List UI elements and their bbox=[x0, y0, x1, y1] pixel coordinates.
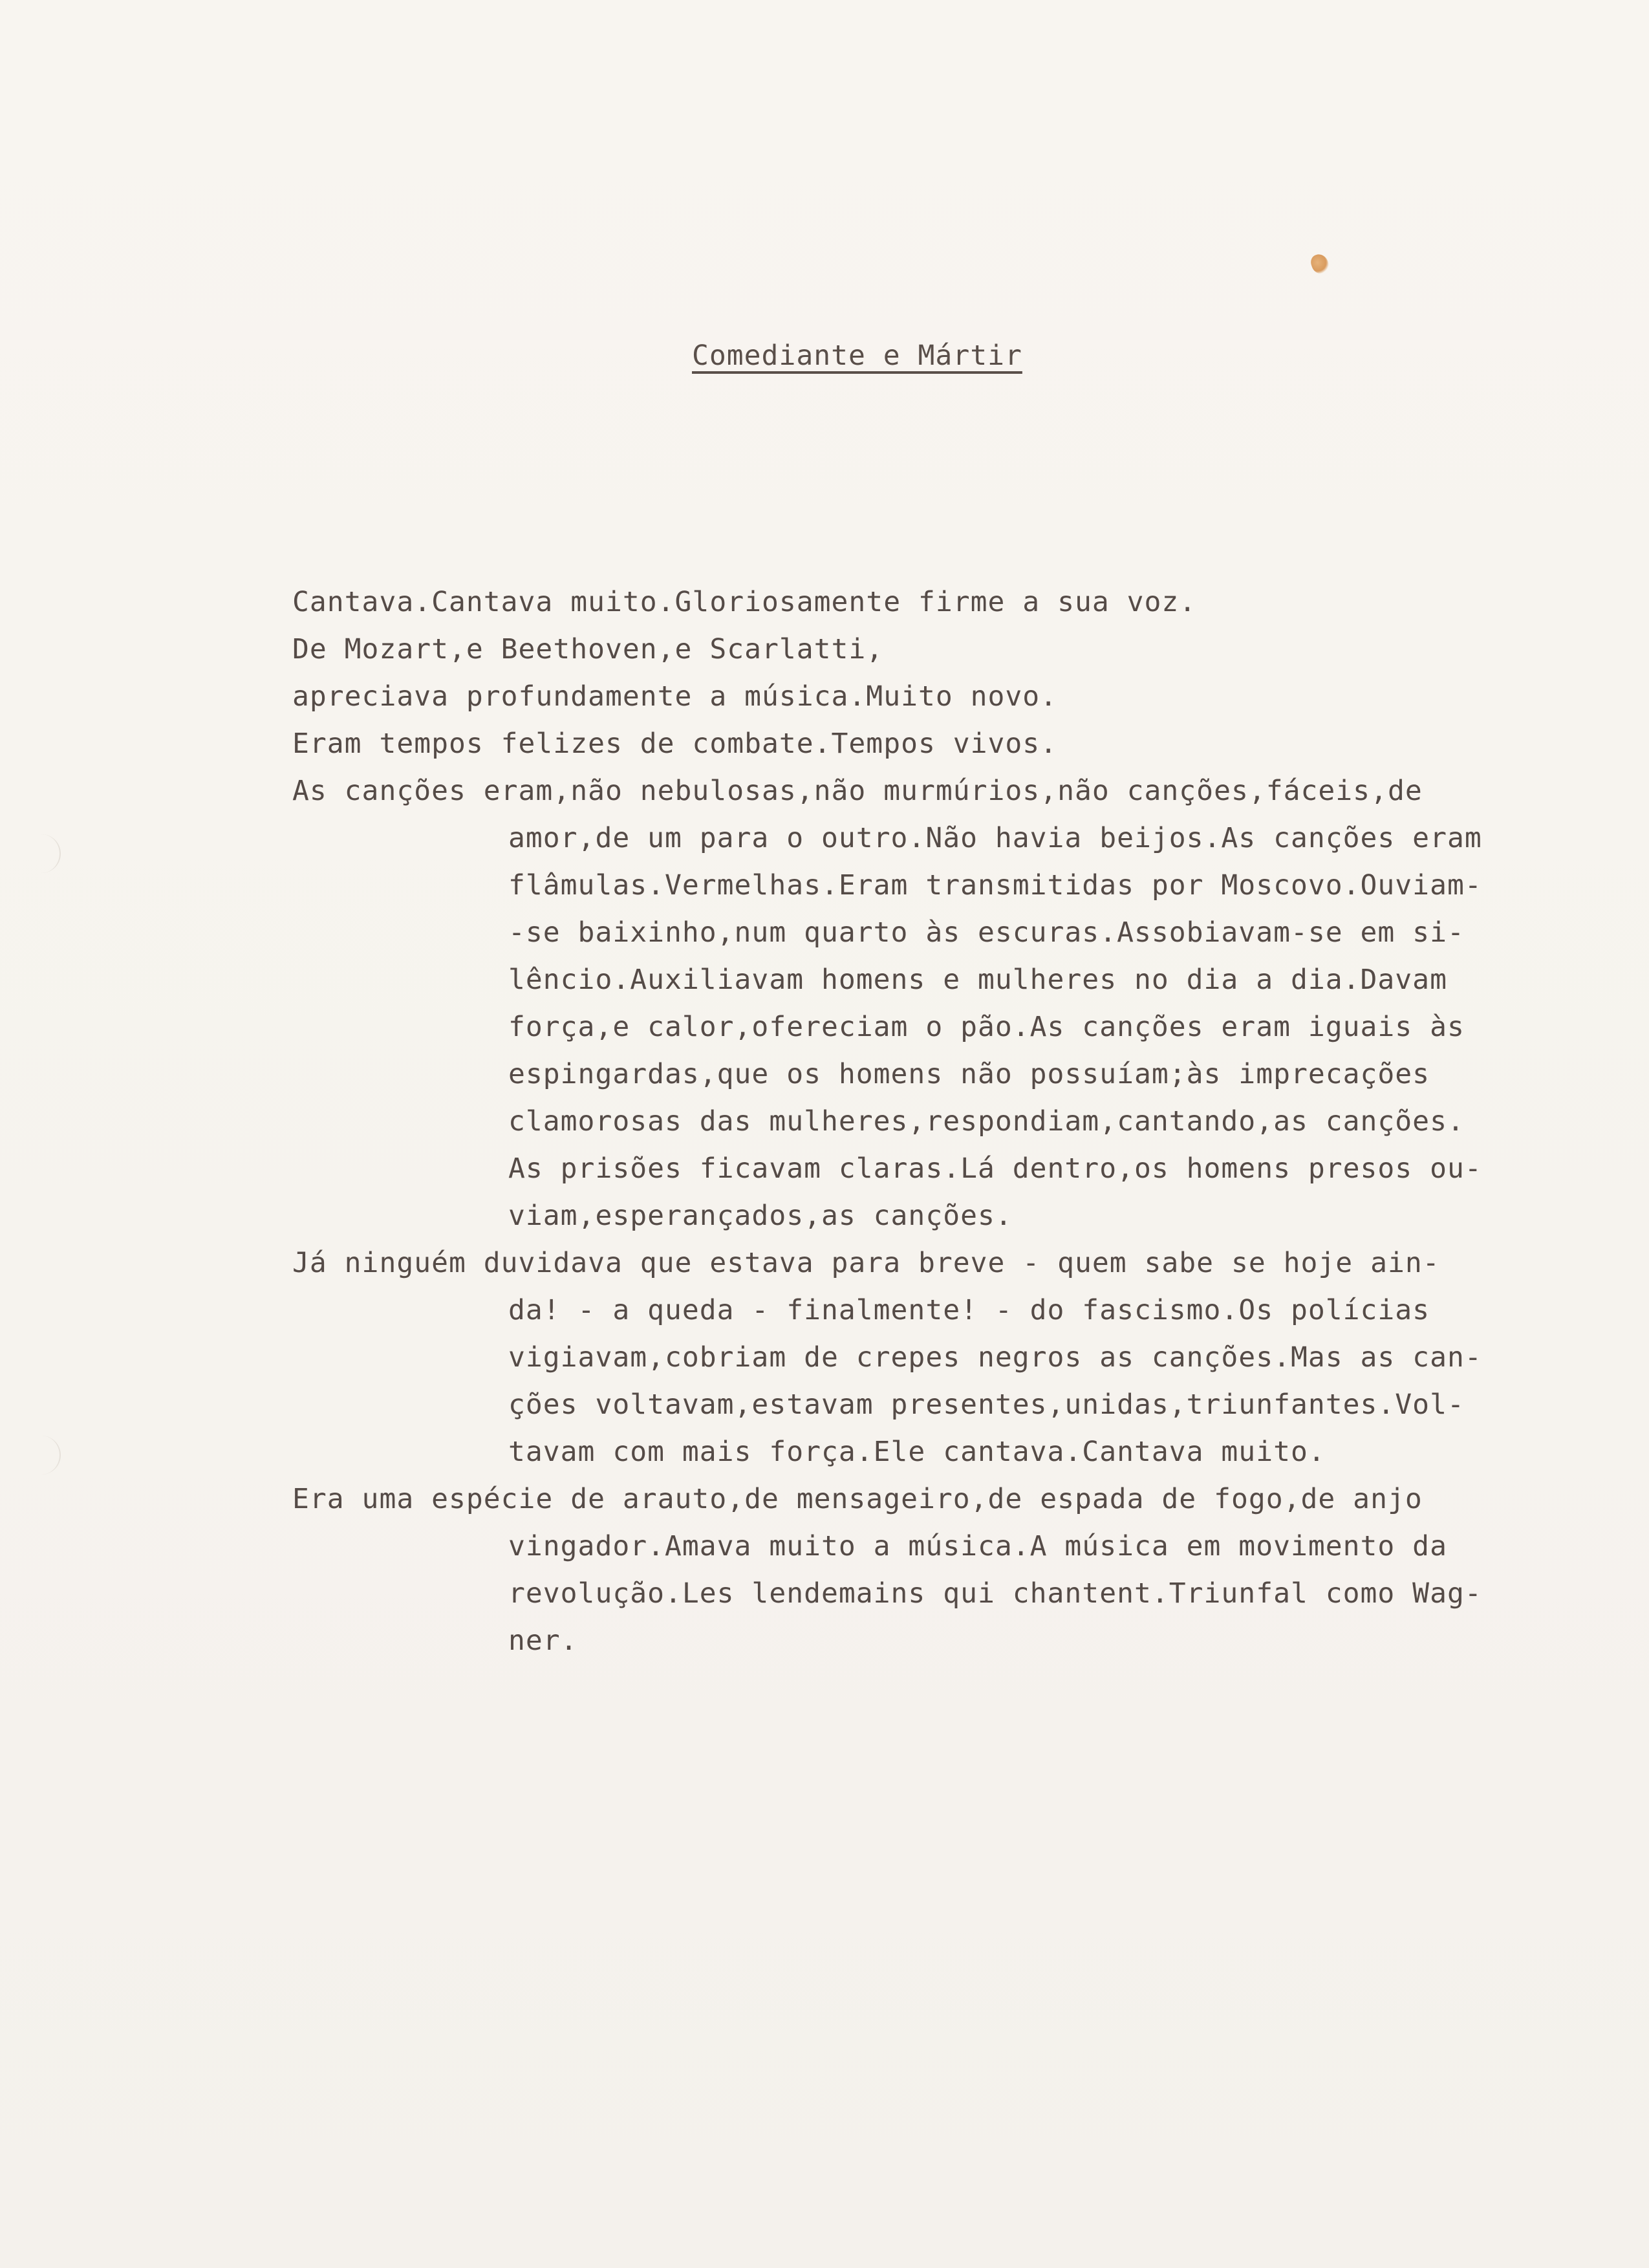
ink-stain bbox=[1309, 252, 1331, 275]
punch-hole-lower bbox=[40, 1436, 61, 1474]
punch-hole-upper bbox=[40, 834, 61, 873]
text-line: Já ninguém duvidava que estava para breve - quem sabe se hoje ain- bbox=[292, 1247, 1440, 1279]
text-line-indented: vingador.Amava muito a música.A música em movimento da bbox=[508, 1530, 1447, 1562]
text-line-indented: ções voltavam,estavam presentes,unidas,triunfantes.Vol- bbox=[508, 1388, 1465, 1421]
text-line-indented: tavam com mais força.Ele cantava.Cantava muito. bbox=[508, 1436, 1326, 1468]
stanza bbox=[292, 673, 1573, 720]
stanza bbox=[292, 579, 1573, 626]
text-line-indented: viam,esperançados,as canções. bbox=[508, 1200, 1013, 1232]
text-line-indented: As prisões ficavam claras.Lá dentro,os homens presos ou- bbox=[508, 1152, 1482, 1185]
text-line-indented: lêncio.Auxiliavam homens e mulheres no dia a dia.Davam bbox=[508, 964, 1447, 996]
text-line: As canções eram,não nebulosas,não murmúrios,não canções,fáceis,de bbox=[292, 775, 1423, 807]
text-line-indented: vigiavam,cobriam de crepes negros as canções.Mas as can- bbox=[508, 1341, 1482, 1374]
stanza bbox=[292, 720, 1573, 768]
poem-body bbox=[292, 579, 1573, 1665]
text-line-indented: -se baixinho,num quarto às escuras.Assobiavam-se em si- bbox=[508, 916, 1465, 949]
text-line: Cantava.Cantava muito.Gloriosamente firme a sua voz. bbox=[292, 586, 1197, 618]
text-line-indented: amor,de um para o outro.Não havia beijos.As canções eram bbox=[508, 822, 1482, 854]
document-title: Comediante e Mártir bbox=[692, 340, 1022, 372]
text-line-indented: espingardas,que os homens não possuíam;às imprecações bbox=[508, 1058, 1430, 1090]
text-line-indented: da! - a queda - finalmente! - do fascismo.Os polícias bbox=[508, 1294, 1430, 1326]
text-line: apreciava profundamente a música.Muito novo. bbox=[292, 680, 1058, 713]
stanza bbox=[292, 1240, 1573, 1476]
text-line: De Mozart,e Beethoven,e Scarlatti, bbox=[292, 633, 884, 665]
stanza bbox=[292, 626, 1573, 673]
text-line: Era uma espécie de arauto,de mensageiro,de espada de fogo,de anjo bbox=[292, 1483, 1423, 1515]
stanza bbox=[292, 1476, 1573, 1665]
text-line-indented: força,e calor,ofereciam o pão.As canções eram iguais às bbox=[508, 1011, 1465, 1043]
text-line-indented: ner. bbox=[508, 1625, 578, 1657]
text-line: Eram tempos felizes de combate.Tempos vivos. bbox=[292, 728, 1058, 760]
text-line-indented: clamorosas das mulheres,respondiam,cantando,as canções. bbox=[508, 1105, 1465, 1138]
stanza bbox=[292, 768, 1573, 1240]
text-line-indented: revolução.Les lendemains qui chantent.Triunfal como Wag- bbox=[508, 1577, 1482, 1610]
text-line-indented: flâmulas.Vermelhas.Eram transmitidas por Moscovo.Ouviam- bbox=[508, 869, 1482, 902]
